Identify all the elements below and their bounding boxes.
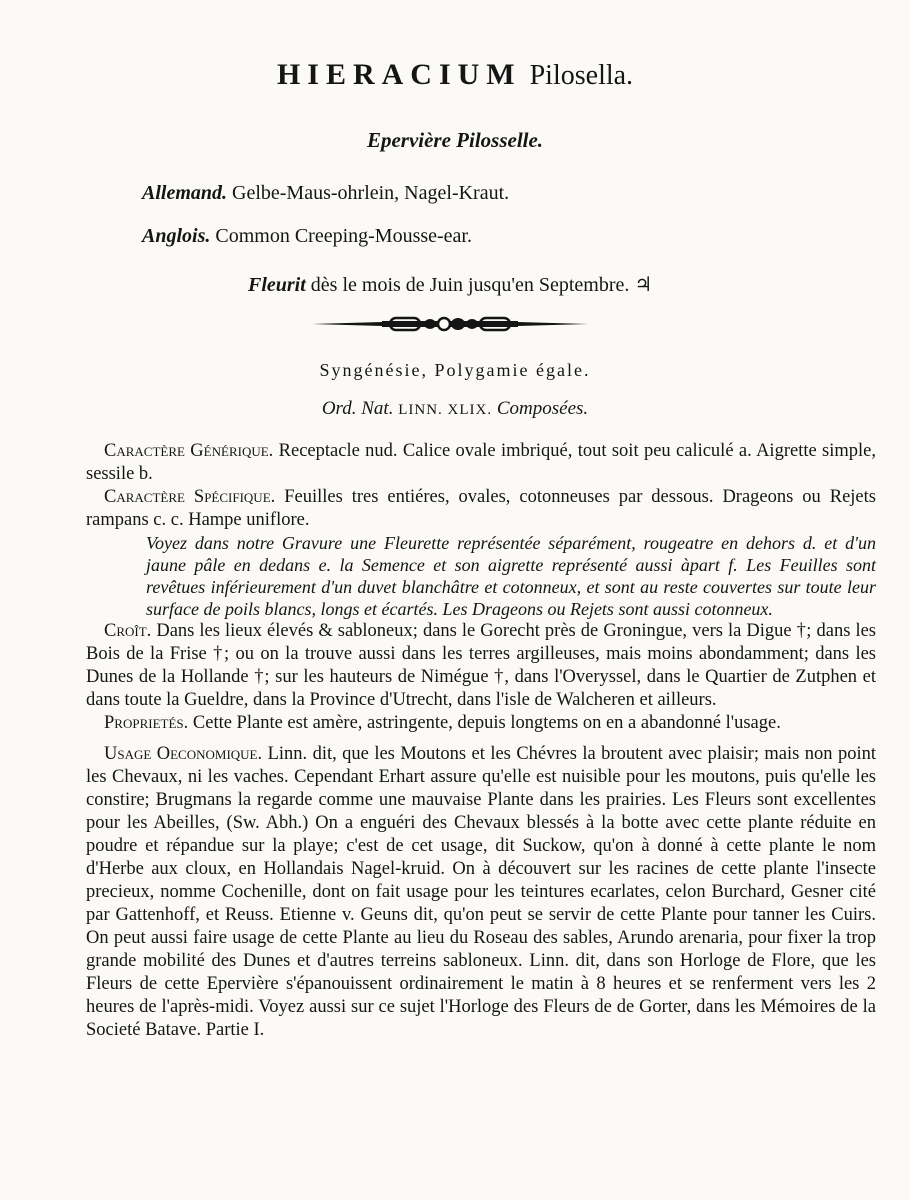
classification: Syngénésie, Polygamie égale.: [319, 360, 591, 380]
paragraph-lead: Caractère Générique.: [104, 441, 274, 461]
vernacular-lang: Anglois.: [142, 225, 211, 247]
page-title: [0, 58, 910, 92]
paragraph-lead: Proprietés.: [104, 713, 189, 733]
order-prefix: Ord. Nat.: [321, 398, 394, 419]
perennial-symbol: ♃: [634, 274, 653, 296]
paragraph-lead: Usage Oeconomique.: [104, 744, 263, 764]
flowering-label: Fleurit: [248, 274, 306, 296]
flowering-period: [248, 272, 652, 297]
paragraph-properties: [86, 712, 876, 735]
paragraph-lead: Caractère Spécifique.: [104, 487, 276, 507]
order-linn: LINN. XLIX.: [398, 402, 493, 418]
paragraph-text: Feuilles tres entiéres, ovales, cotonneuses par dessous. Drageons ou Rejets rampans c. c. Hampe uniflore.: [86, 487, 876, 530]
vernacular-name: Gelbe-Maus-ohrlein, Nagel-Kraut.: [232, 182, 510, 204]
paragraph-lead: Croît.: [104, 621, 152, 641]
paragraph-generic: [86, 440, 876, 486]
ornament-divider: [312, 313, 588, 335]
paragraph-specific: [86, 486, 876, 532]
vernacular-german: [142, 182, 509, 205]
paragraph-text: Receptacle nud. Calice ovale imbriqué, tout soit peu caliculé a. Aigrette simple, sessile b.: [86, 441, 876, 484]
paragraph-text: Linn. dit, que les Moutons et les Chévres la broutent avec plaisir; mais non point les Chevaux, ni les vaches. Cependant Erhart assure qu'elle est nuisible pour les moutons, puis qu'elle les constire; Brugmans la regarde comme une mauvaise Plante dans les prairies. Les Fleurs sont excellentes pour les Abeilles, (Sw. Abh.) On a enguéri des Chevaux blessés à la botte avec cette plante réduite en poudre et répandue sur la playe; c'est de cet usage, dit Suckow, qu'on à donné à cette plante le nom d'Herbe aux cloux, en Hollandais Nagel-kruid. On à découvert sur les racines de cette plante l'insecte precieux, nomme Cochenille, dont on fait usage pour les teintures ecarlates, celon Burchard, Gesner cité par Gattenhoff, et Reuss. Etienne v. Geuns dit, qu'on peut se servir de cette Plante pour tanner les Cuirs. On peut aussi faire usage de cette Plante au lieu du Roseau des sables, Arundo arenaria, pour fixer la trop grande mobilité des Dunes et d'autres terreins sabloneux. Linn. dit, dans son Horloge de Flore, que les Fleurs de cette Epervière s'épanouissent ordinairement le matin à 8 heures et se renferment vers les 2 heures de l'après-midi. Voyez aussi sur ce sujet l'Horloge des Fleurs de de Gorter, dans les Mémoires de la Societé Batave. Partie I.: [86, 744, 876, 1040]
flowering-text: dès le mois de Juin jusqu'en Septembre.: [310, 274, 630, 296]
body-text: [86, 440, 876, 1042]
species-name: Pilosella.: [529, 60, 634, 91]
french-name: Epervière Pilosselle.: [366, 128, 544, 152]
paragraph-note: Voyez dans notre Gravure une Fleurette représentée séparément, rougeatre en dehors d. et d'un jaune pâle en dedans e. la Semence et son aigrette représenté aussi àpart f. Les Feuilles sont revêtues inférieurement d'un duvet blanchâtre et cotonneux, et sont au reste couvertes sur toute leur surface de poils blancs, longs et écartés. Les Drageons ou Rejets sont aussi cotonneux.: [146, 533, 876, 619]
paragraph-text: Cette Plante est amère, astringente, depuis longtems on en a abandonné l'usage.: [192, 713, 781, 733]
natural-order: [0, 398, 910, 420]
vernacular-english: [142, 225, 472, 248]
genus-name: HIERACIUM: [276, 58, 522, 91]
vernacular-name: Common Creeping-Mousse-ear.: [215, 225, 472, 247]
order-name: Composées.: [496, 398, 589, 419]
vernacular-lang: Allemand.: [142, 182, 228, 204]
paragraph-text: Dans les lieux élevés & sabloneux; dans le Gorecht près de Groningue, vers la Digue †; dans les Bois de la Frise †; ou on la trouve aussi dans les terres argilleuses, mais moins abondamment; dans les Dunes de la Hollande †; sur les hauteurs de Nimégue †, dans l'Overyssel, dans le Quartier de Zutphen et dans toute la Gueldre, dans la Province d'Utrecht, dans l'isle de Walcheren et ailleurs.: [86, 621, 876, 710]
paragraph-usage: [86, 743, 876, 1042]
paragraph-habitat: [86, 620, 876, 712]
